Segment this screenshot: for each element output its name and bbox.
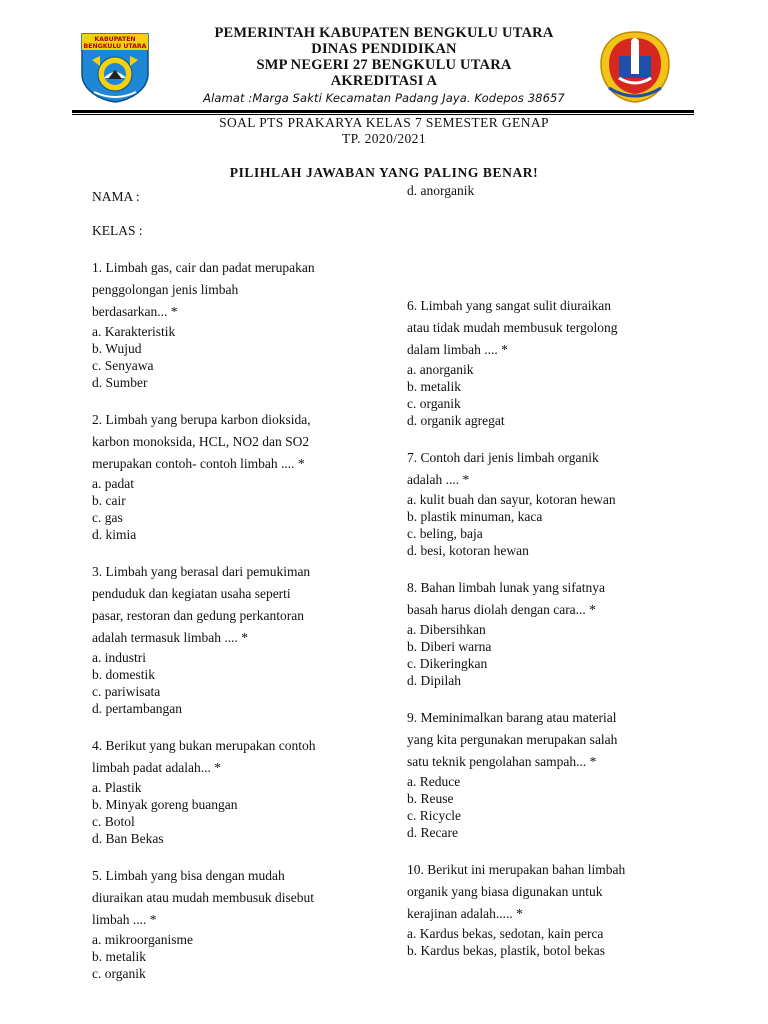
letterhead-school: SMP NEGERI 27 BENGKULU UTARA [256,57,512,73]
question-3 [92,561,392,717]
answer-option: c. gas [92,510,123,525]
left-column [92,183,392,982]
question-text-line: limbah padat adalah... * [92,760,221,775]
svg-text:BENGKULU UTARA: BENGKULU UTARA [83,43,147,50]
question-text-line: berdasarkan... * [92,304,178,319]
answer-option: c. pariwisata [92,684,161,699]
letterhead-government: PEMERINTAH KABUPATEN BENGKULU UTARA [214,25,554,41]
question-4 [92,735,392,847]
answer-option: a. Karakteristik [92,324,176,339]
answer-option: a. anorganik [407,362,474,377]
question-text-line: kerajinan adalah..... * [407,906,523,921]
answer-option: d. kimia [92,527,137,542]
answer-option: d. organik agregat [407,413,505,428]
answer-option: a. mikroorganisme [92,932,193,947]
name-field-label: NAMA : [92,189,140,204]
answer-option: b. Kardus bekas, plastik, botol bekas [407,943,605,958]
exam-title [130,115,638,147]
answer-option: d. Ban Bekas [92,831,164,846]
question-text-line: dalam limbah .... * [407,342,508,357]
answer-option: b. metalik [92,949,146,964]
answer-option: c. beling, baja [407,526,483,541]
question-text-line: yang kita pergunakan merupakan salah [407,732,618,747]
question-text-line: pasar, restoran dan gedung perkantoran [92,608,304,623]
question-text-line: limbah .... * [92,912,157,927]
answer-option: d. besi, kotoran hewan [407,543,529,558]
question-text-line: adalah termasuk limbah .... * [92,630,248,645]
answer-option: c. Botol [92,814,135,829]
bengkulu-utara-regency-emblem-icon [78,30,152,104]
svg-text:KABUPATEN: KABUPATEN [94,36,136,43]
question-text-line: organik yang biasa digunakan untuk [407,884,603,899]
answer-option: a. Plastik [92,780,142,795]
question-text-line: penggolongan jenis limbah [92,282,239,297]
answer-option: a. Kardus bekas, sedotan, kain perca [407,926,604,941]
question-text-line: 6. Limbah yang sangat sulit diuraikan [407,298,611,313]
question-text-line: 2. Limbah yang berupa karbon dioksida, [92,412,311,427]
question-text-line: basah harus diolah dengan cara... * [407,602,596,617]
question-text-line: 10. Berikut ini merupakan bahan limbah [407,862,626,877]
answer-option: c. Ricycle [407,808,461,823]
answer-option: a. padat [92,476,134,491]
question-text-line: diuraikan atau mudah membusuk disebut [92,890,314,905]
question-10 [407,859,707,959]
dinas-pendidikan-emblem-icon [597,30,673,104]
question-2 [92,409,392,543]
answer-option: c. Senyawa [92,358,154,373]
exam-title-line2: TP. 2020/2021 [342,131,426,146]
answer-option: c. organik [407,396,461,411]
question-6 [407,295,707,429]
question-text-line: 1. Limbah gas, cair dan padat merupakan [92,260,315,275]
answer-option: d. Sumber [92,375,148,390]
answer-option: a. kulit buah dan sayur, kotoran hewan [407,492,616,507]
letterhead-accreditation: AKREDITASI A [330,73,438,89]
question-text-line: 7. Contoh dari jenis limbah organik [407,450,599,465]
question-text-line: karbon monoksida, HCL, NO2 dan SO2 [92,434,310,449]
answer-option: b. Reuse [407,791,454,806]
question-text-line: satu teknik pengolahan sampah... * [407,754,597,769]
question-text-line: 4. Berikut yang bukan merupakan contoh [92,738,316,753]
answer-option: c. Dikeringkan [407,656,488,671]
answer-option: b. metalik [407,379,461,394]
answer-option-carryover: d. anorganik [407,183,475,198]
question-text-line: atau tidak mudah membusuk tergolong [407,320,618,335]
answer-option: a. Dibersihkan [407,622,486,637]
answer-option: b. Wujud [92,341,142,356]
question-7 [407,447,707,559]
letterhead-department: DINAS PENDIDIKAN [311,41,457,57]
answer-option: b. plastik minuman, kaca [407,509,543,524]
letterhead [170,25,598,106]
answer-option: d. pertambangan [92,701,182,716]
right-column [407,183,707,959]
question-text-line: 5. Limbah yang bisa dengan mudah [92,868,285,883]
class-field-label: KELAS : [92,223,143,238]
question-text-line: penduduk dan kegiatan usaha seperti [92,586,291,601]
exam-instruction: PILIHLAH JAWABAN YANG PALING BENAR! [229,165,539,180]
question-5 [92,865,392,982]
answer-option: b. domestik [92,667,155,682]
answer-option: d. Recare [407,825,458,840]
answer-option: a. Reduce [407,774,461,789]
question-text-line: 9. Meminimalkan barang atau material [407,710,617,725]
header-rule-thick [72,110,694,113]
question-text-line: 3. Limbah yang berasal dari pemukiman [92,564,311,579]
answer-option: c. organik [92,966,146,981]
question-8 [407,577,707,689]
letterhead-address: Alamat :Marga Sakti Kecamatan Padang Jaya. Kodepos 38657 [203,91,565,105]
question-1 [92,257,392,391]
question-9 [407,707,707,841]
exam-title-line1: SOAL PTS PRAKARYA KELAS 7 SEMESTER GENAP [219,115,549,130]
question-text-line: 8. Bahan limbah lunak yang sifatnya [407,580,605,595]
answer-option: b. cair [92,493,126,508]
answer-option: b. Diberi warna [407,639,492,654]
question-text-line: merupakan contoh- contoh limbah .... * [92,456,305,471]
answer-option: a. industri [92,650,146,665]
answer-option: b. Minyak goreng buangan [92,797,238,812]
question-text-line: adalah .... * [407,472,470,487]
answer-option: d. Dipilah [407,673,461,688]
